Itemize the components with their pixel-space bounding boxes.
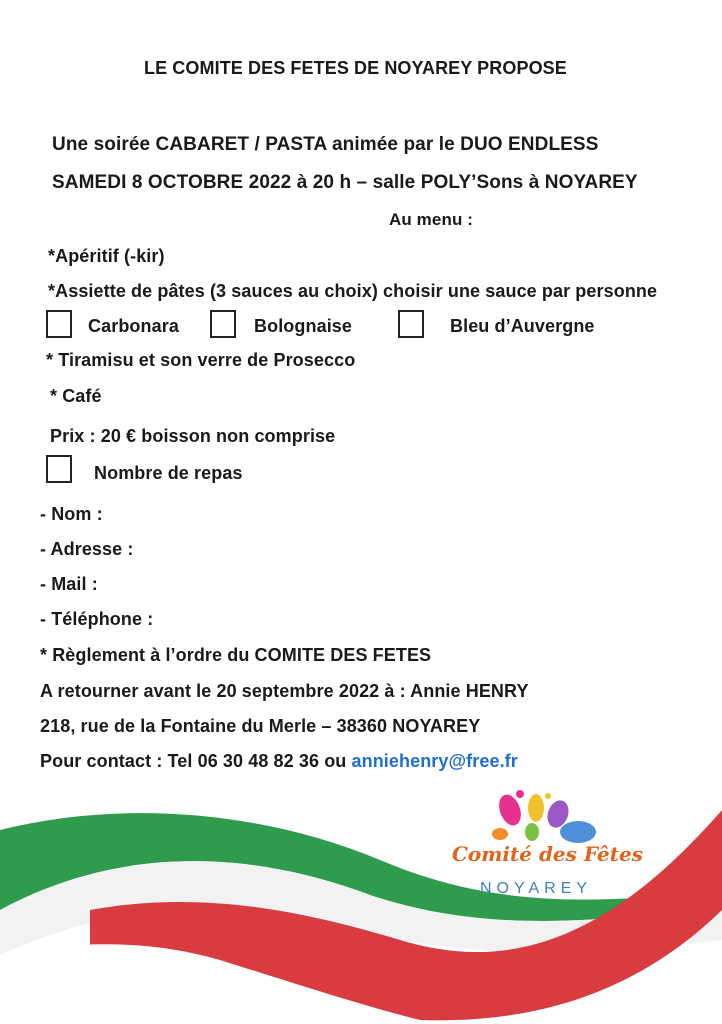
phone-field-label: - Téléphone : [40,609,154,629]
menu-dessert: * Tiramisu et son verre de Prosecco [46,350,356,370]
carbonara-checkbox[interactable] [46,310,72,338]
sauce-bolognaise-label: Bolognaise [254,316,353,336]
return-note: A retourner avant le 20 septembre 2022 à : Annie HENRY [40,681,529,701]
price: Prix : 20 € boisson non comprise [50,426,336,446]
mail-field-label: - Mail : [40,574,98,594]
menu-heading: Au menu : [389,210,474,229]
contact-email-link[interactable]: anniehenry@free.fr [351,751,518,771]
bolognaise-checkbox[interactable] [210,310,236,338]
bleu-auvergne-checkbox[interactable] [398,310,424,338]
menu-coffee: * Café [50,386,102,406]
meals-count-label: Nombre de repas [94,463,243,483]
event-date: SAMEDI 8 OCTOBRE 2022 à 20 h – salle POLY’Sons à NOYAREY [52,172,638,193]
logo-text: Comité des Fêtes [452,842,643,866]
menu-pasta: *Assiette de pâtes (3 sauces au choix) choisir une sauce par personne [48,281,658,301]
meals-count-box[interactable] [46,455,72,483]
menu-aperitif: *Apéritif (-kir) [48,246,165,266]
logo-subtitle: NOYAREY [480,880,593,897]
contact-line [40,751,518,772]
page-title: LE COMITE DES FETES DE NOYAREY PROPOSE [144,58,567,78]
contact-phone: Pour contact : Tel 06 30 48 82 36 ou [40,751,352,771]
name-field-label: - Nom : [40,504,103,524]
address-field-label: - Adresse : [40,539,134,559]
event-description: Une soirée CABARET / PASTA animée par le DUO ENDLESS [52,134,599,155]
sauce-bleu-label: Bleu d’Auvergne [450,316,595,336]
sauce-carbonara-label: Carbonara [88,316,179,336]
postal-address: 218, rue de la Fontaine du Merle – 38360 NOYAREY [40,716,481,736]
payment-note: * Règlement à l’ordre du COMITE DES FETES [40,645,432,665]
